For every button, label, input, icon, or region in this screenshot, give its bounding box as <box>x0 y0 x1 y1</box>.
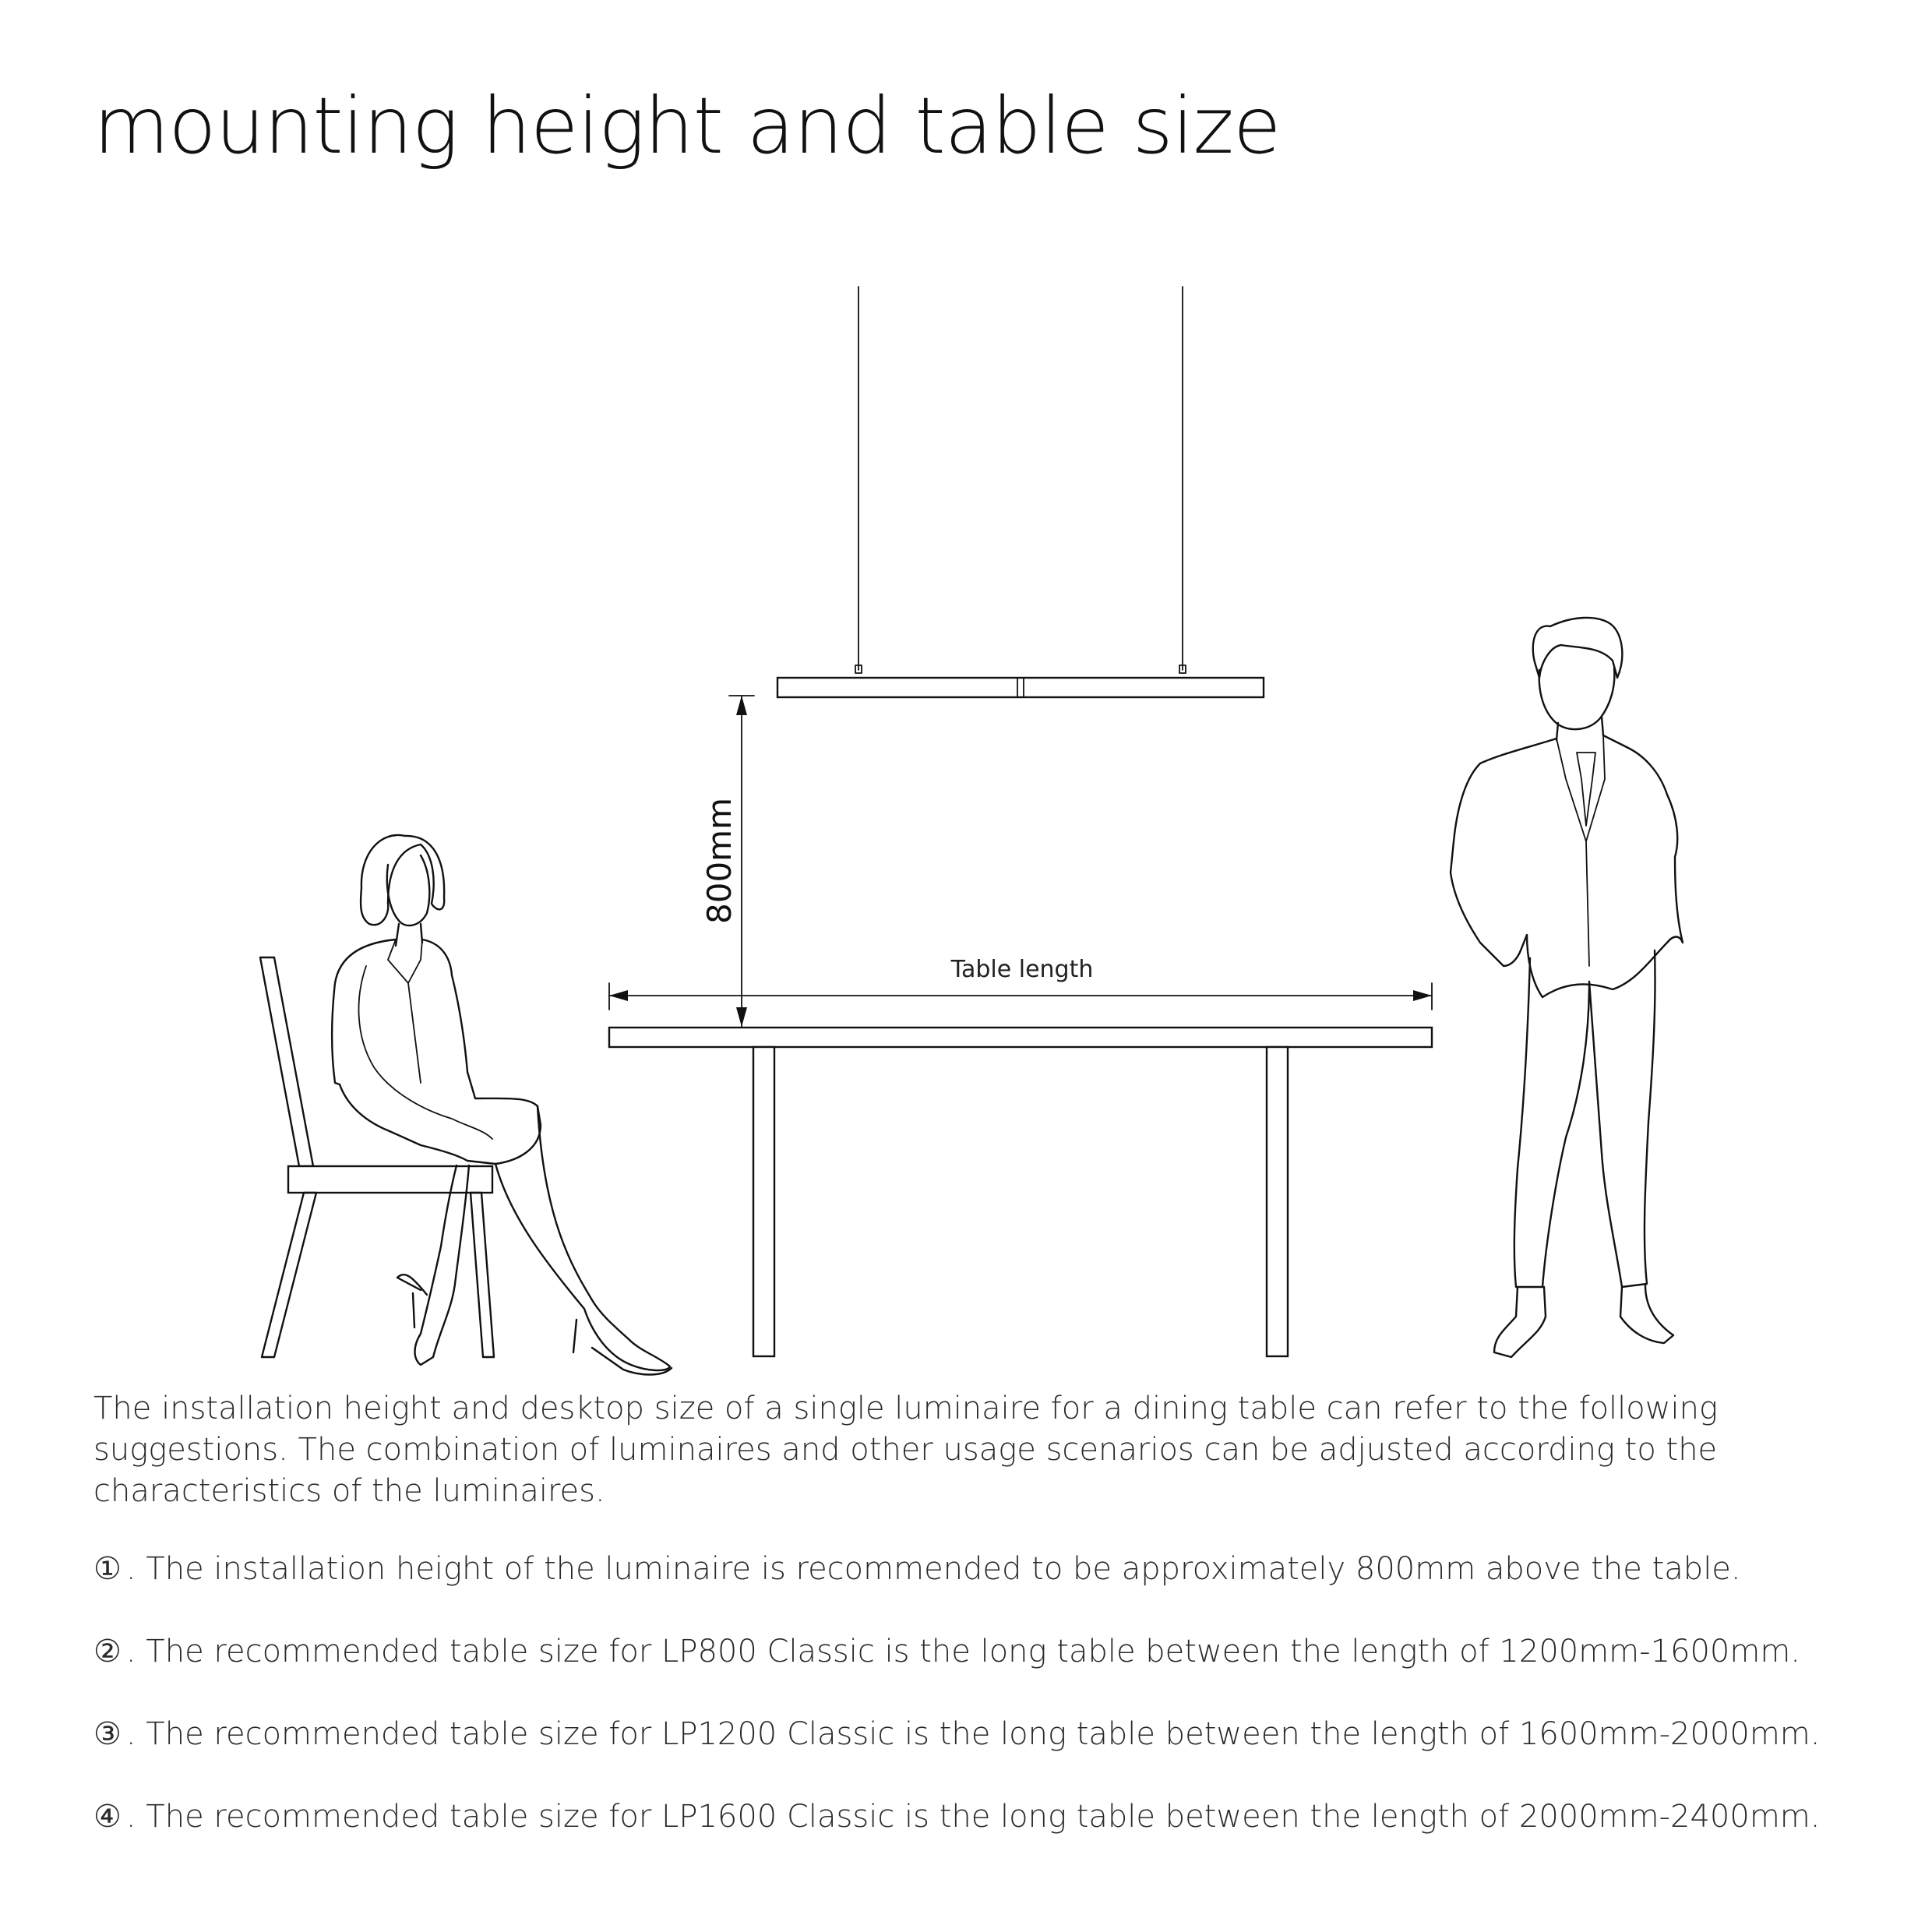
chair-rear-leg <box>471 1193 494 1357</box>
recommendation-item-3 <box>93 1714 1820 1796</box>
pendant-luminaire <box>777 287 1264 697</box>
man-hair <box>1533 618 1623 678</box>
woman-shoe-left <box>397 1274 427 1327</box>
page-title: mounting height and table size <box>93 80 1281 171</box>
woman-shoe-right <box>573 1320 672 1375</box>
recommendation-list <box>93 1549 1820 1879</box>
height-label: 800mm <box>700 798 739 924</box>
item-text: . The recommended table size for LP1600 Classic is the long table between the length of 2000mm-2400mm. <box>125 1799 1821 1835</box>
woman-arm <box>359 966 492 1139</box>
item-text: . The installation height of the luminaire is recommended to be approximately 800mm above the table. <box>125 1551 1741 1587</box>
table-length-arrow-left <box>609 990 628 1001</box>
chair-seat <box>288 1166 492 1193</box>
woman-hair <box>361 835 444 925</box>
woman-collar <box>388 940 422 1083</box>
woman-leg-crossed <box>495 1106 670 1370</box>
woman-neck <box>396 924 422 946</box>
item-number: ③ <box>93 1716 122 1752</box>
table-length-dimension <box>609 956 1432 1010</box>
item-text: . The recommended table size for LP1200 Classic is the long table between the length of 1600mm-2000mm. <box>125 1716 1821 1752</box>
item-number: ② <box>93 1634 122 1669</box>
luminaire-body <box>777 678 1264 697</box>
table-length-label: Table length <box>950 956 1094 983</box>
man-lapels <box>1557 735 1605 966</box>
woman-leg-back <box>415 1165 470 1365</box>
standing-man-figure <box>1451 618 1683 1357</box>
man-tie <box>1577 753 1595 826</box>
item-number: ① <box>93 1551 122 1587</box>
man-torso <box>1451 735 1683 997</box>
height-arrow-bottom <box>736 1007 747 1027</box>
item-number: ④ <box>93 1799 122 1835</box>
item-text: . The recommended table size for LP800 Classic is the long table between the length of 1200mm-1600mm. <box>125 1634 1801 1669</box>
dining-table <box>609 1028 1432 1356</box>
chair-backrest <box>260 957 313 1166</box>
man-legs <box>1514 950 1655 1287</box>
table-length-arrow-right <box>1413 990 1432 1001</box>
chair-front-leg <box>262 1193 316 1357</box>
woman-face <box>387 855 429 925</box>
recommendation-item-2 <box>93 1631 1820 1714</box>
recommendation-item-1 <box>93 1549 1820 1631</box>
height-dimension <box>700 696 754 1027</box>
table-leg-right <box>1267 1047 1288 1356</box>
man-face <box>1539 668 1615 729</box>
seated-woman-figure <box>332 835 672 1375</box>
man-shoe-right <box>1620 1285 1673 1343</box>
height-arrow-top <box>736 696 747 715</box>
table-top <box>609 1028 1432 1047</box>
recommendation-item-4 <box>93 1796 1820 1879</box>
intro-paragraph: The installation height and desktop size of a single luminaire for a dining table can refer to the following suggestions. The combination of luminaires and other usage scenarios can be adjusted according to the characteristics of the luminaires. <box>93 1391 1718 1509</box>
man-shoe-left <box>1494 1287 1546 1357</box>
table-leg-left <box>753 1047 774 1356</box>
